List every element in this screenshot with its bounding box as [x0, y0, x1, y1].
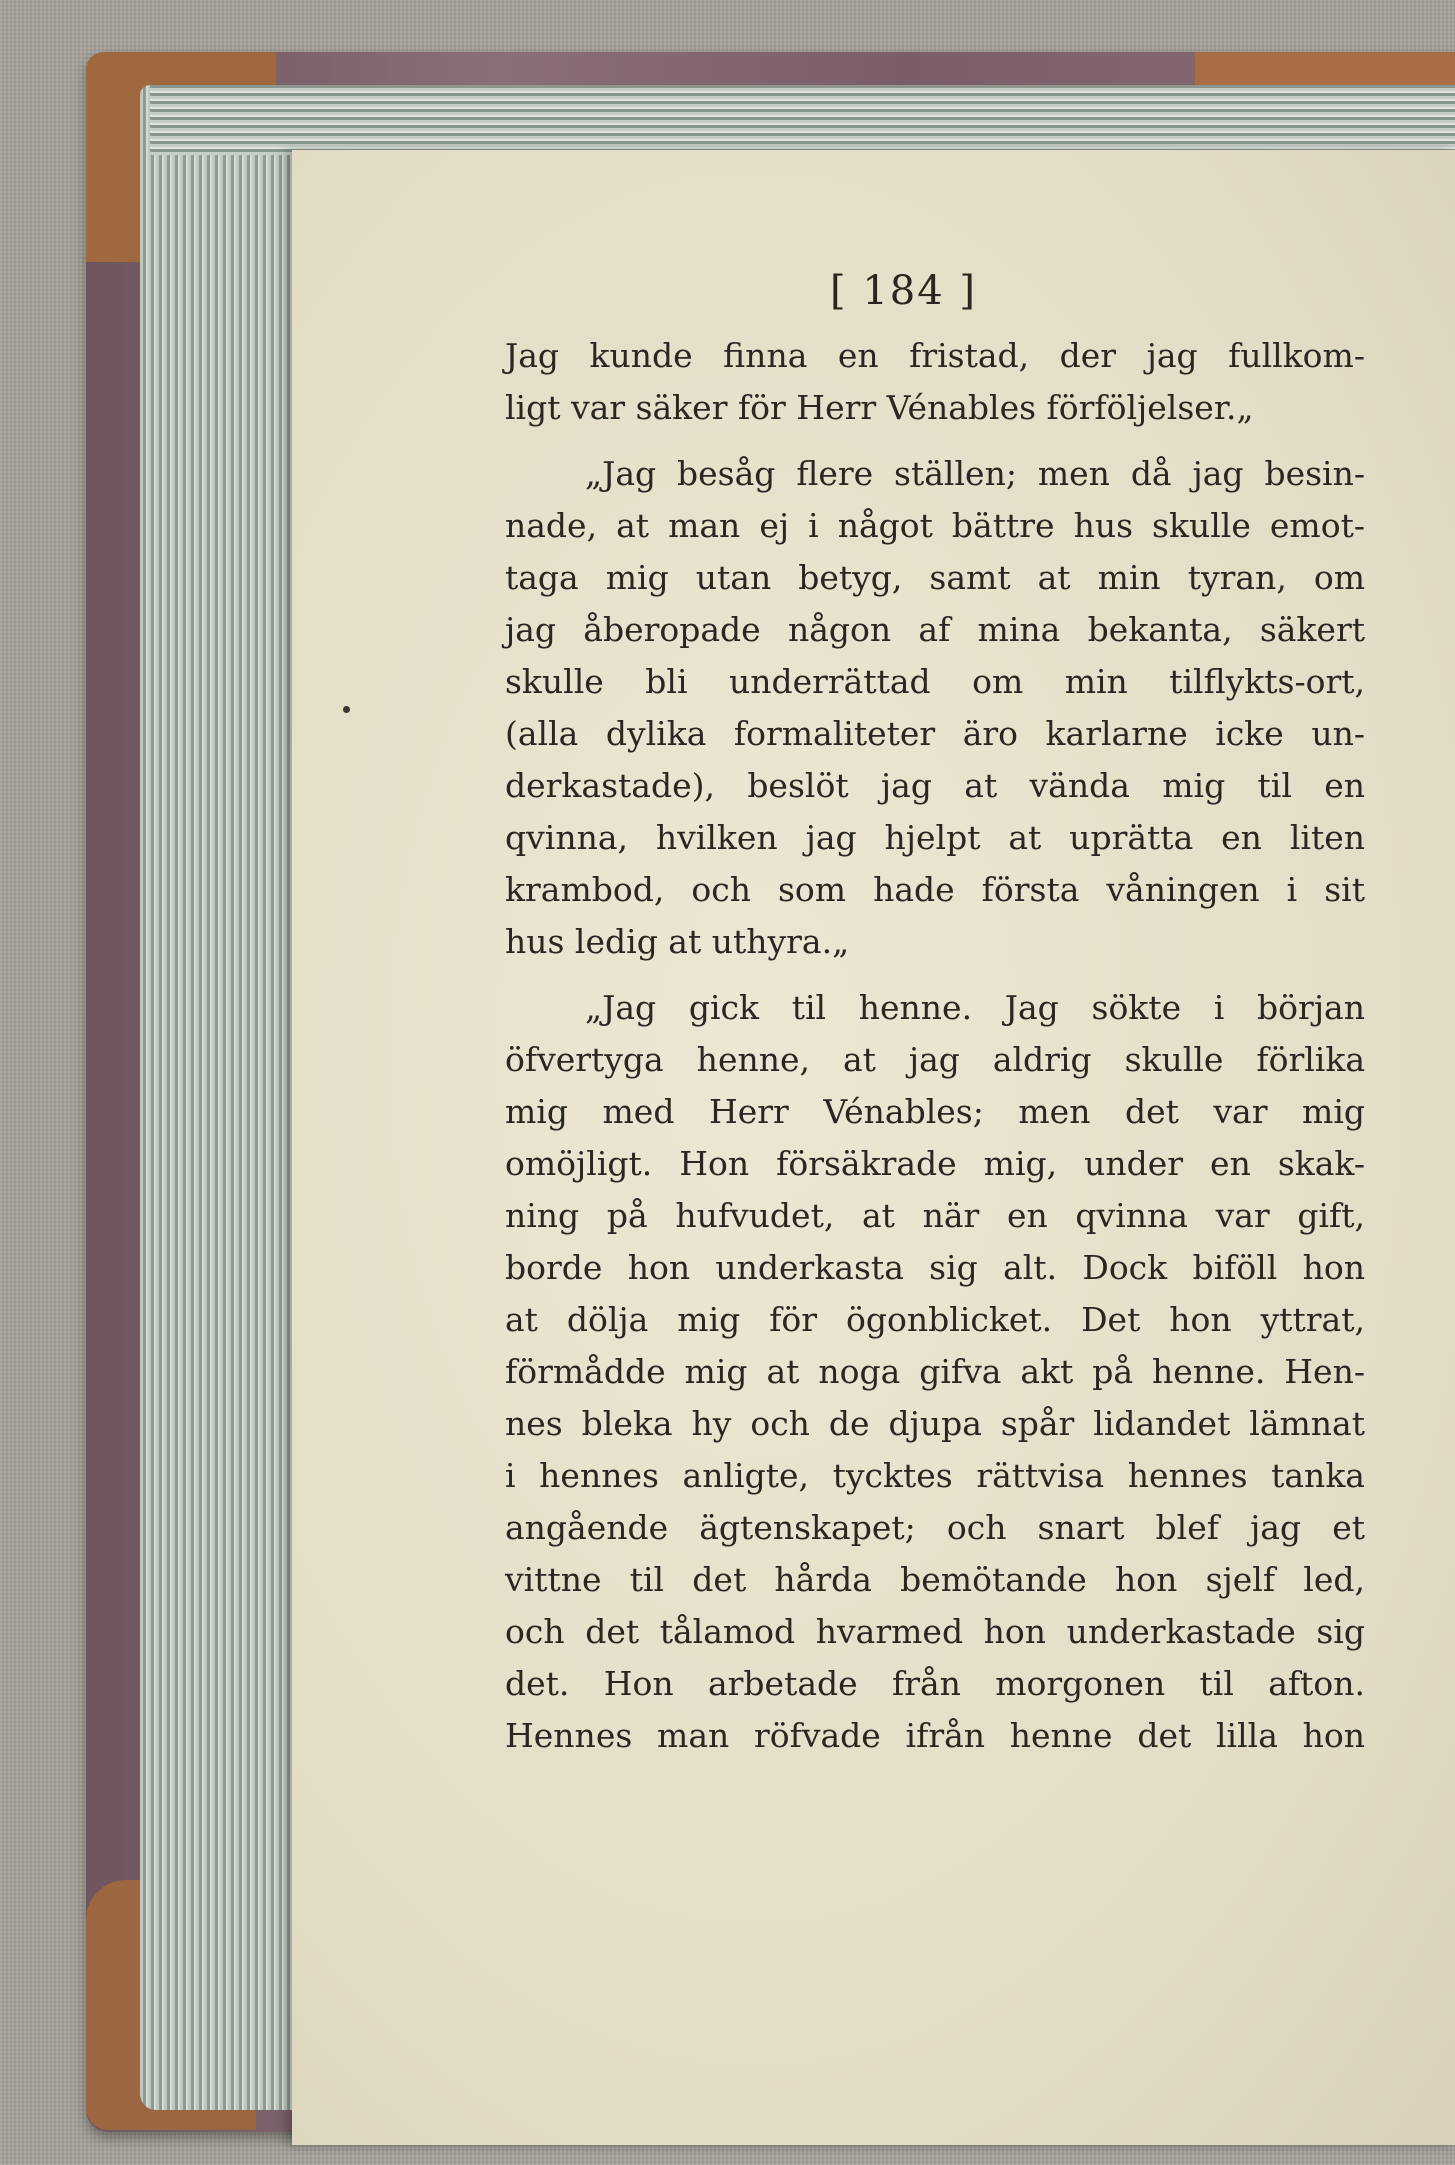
- text-line: derkastade), beslöt jag at vända mig til en: [505, 766, 1365, 805]
- text-line: qvinna, hvilken jag hjelpt at uprätta en liten: [505, 818, 1365, 857]
- text-line: mig med Herr Vénables; men det var mig: [505, 1092, 1365, 1131]
- text-line: borde hon underkasta sig alt. Dock biföll hon: [505, 1248, 1365, 1287]
- text-line: jag åberopade någon af mina bekanta, säkert: [505, 610, 1365, 649]
- paragraph: [505, 982, 1365, 1762]
- text-line: och det tålamod hvarmed hon underkastade sig: [505, 1612, 1365, 1651]
- paragraph: [505, 448, 1365, 968]
- text-line: krambod, och som hade första våningen i sit: [505, 870, 1365, 909]
- text-line: nade, at man ej i något bättre hus skulle emot-: [505, 506, 1365, 545]
- page-number: [ 184 ]: [830, 268, 977, 314]
- text-line: i hennes anligte, tycktes rättvisa hennes tanka: [505, 1456, 1365, 1495]
- text-line: (alla dylika formaliteter äro karlarne icke un-: [505, 714, 1365, 753]
- text-line: „Jag gick til henne. Jag sökte i början: [585, 988, 1365, 1027]
- text-line: ning på hufvudet, at när en qvinna var gift,: [505, 1196, 1365, 1235]
- text-line: omöjligt. Hon försäkrade mig, under en skak-: [505, 1144, 1365, 1183]
- text-line: „Jag besåg flere ställen; men då jag besin-: [585, 454, 1365, 493]
- text-line: öfvertyga henne, at jag aldrig skulle förlika: [505, 1040, 1365, 1079]
- text-line: nes bleka hy och de djupa spår lidandet lämnat: [505, 1404, 1365, 1443]
- paragraph: [505, 330, 1365, 434]
- text-line: vittne til det hårda bemötande hon sjelf led,: [505, 1560, 1365, 1599]
- text-line: at dölja mig för ögonblicket. Det hon yttrat,: [505, 1300, 1365, 1339]
- text-line: hus ledig at uthyra.„: [505, 922, 850, 961]
- text-line: taga mig utan betyg, samt at min tyran, om: [505, 558, 1365, 597]
- text-line: angående ägtenskapet; och snart blef jag et: [505, 1508, 1365, 1547]
- text-line: det. Hon arbetade från morgonen til afton.: [505, 1664, 1365, 1703]
- text-line: Hennes man röfvade ifrån henne det lilla hon: [505, 1716, 1365, 1755]
- text-line: Jag kunde finna en fristad, der jag fullkom-: [505, 336, 1365, 375]
- text-line: ligt var säker för Herr Vénables förföljelser.„: [505, 388, 1254, 427]
- page-edges-top: [150, 85, 1455, 155]
- page-text: [505, 330, 1365, 1776]
- text-line: förmådde mig at noga gifva akt på henne. Hen-: [505, 1352, 1365, 1391]
- ink-speck: [343, 706, 350, 713]
- text-line: skulle bli underrättad om min tilflykts-ort,: [505, 662, 1365, 701]
